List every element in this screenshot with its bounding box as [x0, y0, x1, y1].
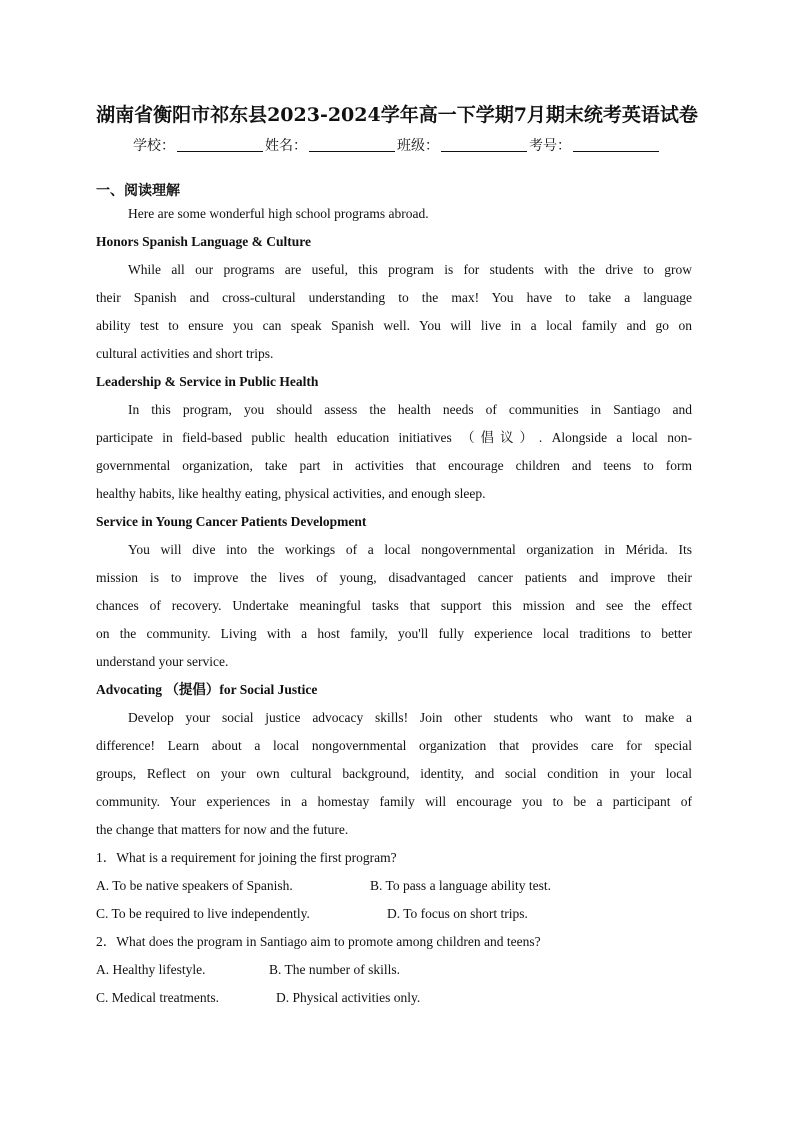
options-row	[96, 872, 692, 900]
question-number: 2．	[96, 934, 117, 949]
program-heading: Service in Young Cancer Patients Development	[96, 514, 367, 529]
option-d[interactable]: D. Physical activities only.	[276, 990, 421, 1005]
paragraph-line: community. Your experiences in a homestay family will encourage you to be a participant of	[96, 794, 692, 809]
option-c[interactable]: C. Medical treatments.	[96, 990, 219, 1005]
paragraph-line: In this program, you should assess the health needs of communities in Santiago and	[128, 402, 692, 417]
class-label: 班级：	[397, 138, 439, 154]
options-row	[96, 984, 692, 1012]
number-blank[interactable]	[573, 137, 659, 152]
option-a[interactable]: A. Healthy lifestyle.	[96, 962, 206, 977]
paragraph-line: ability test to ensure you can speak Spanish well. You will live in a local family and go on	[96, 318, 692, 333]
exam-title: 湖南省衡阳市祁东县2023-2024学年高一下学期7月期末统考英语试卷	[96, 104, 698, 126]
option-c[interactable]: C. To be required to live independently.	[96, 906, 310, 921]
paragraph-line: understand your service.	[96, 654, 229, 669]
student-info-line	[0, 135, 794, 155]
paragraph-line: groups, Reflect on your own cultural background, identity, and social condition in your local	[96, 766, 692, 781]
program-heading: Leadership & Service in Public Health	[96, 374, 319, 389]
paragraph-line: cultural activities and short trips.	[96, 346, 274, 361]
question-text: What does the program in Santiago aim to promote among children and teens?	[116, 934, 541, 949]
options-row	[96, 900, 692, 928]
section-heading: 一、阅读理解	[96, 183, 180, 199]
question-number: 1．	[96, 850, 117, 865]
paragraph-line: Develop your social justice advocacy skills! Join other students who want to make a	[128, 710, 692, 725]
paragraph-line: on the community. Living with a host family, you'll fully experience local traditions to better	[96, 626, 692, 641]
option-b[interactable]: B. The number of skills.	[269, 962, 400, 977]
paragraph-line: governmental organization, take part in activities that encourage children and teens to form	[96, 458, 692, 473]
school-blank[interactable]	[177, 137, 263, 152]
program-heading: Honors Spanish Language & Culture	[96, 234, 312, 249]
paragraph-line: the change that matters for now and the future.	[96, 822, 349, 837]
paragraph-line: You will dive into the workings of a local nongovernmental organization in Mérida. Its	[128, 542, 692, 557]
paragraph-line: mission is to improve the lives of young, disadvantaged cancer patients and improve their	[96, 570, 692, 585]
name-blank[interactable]	[309, 137, 395, 152]
question-1	[96, 844, 692, 872]
option-b[interactable]: B. To pass a language ability test.	[370, 878, 552, 893]
question-text: What is a requirement for joining the first program?	[116, 850, 397, 865]
name-label: 姓名：	[265, 138, 307, 154]
class-blank[interactable]	[441, 137, 527, 152]
school-label: 学校：	[133, 138, 175, 154]
question-2	[96, 928, 692, 956]
number-label: 考号：	[529, 138, 571, 154]
paragraph-line: While all our programs are useful, this program is for students with the drive to grow	[128, 262, 692, 277]
paragraph-line: chances of recovery. Undertake meaningful tasks that support this mission and see the effect	[96, 598, 692, 613]
program-heading: Advocating （提倡）for Social Justice	[96, 682, 318, 697]
option-d[interactable]: D. To focus on short trips.	[387, 906, 528, 921]
passage	[96, 200, 692, 1012]
paragraph-line: difference! Learn about a local nongovernmental organization that provides care for special	[96, 738, 692, 753]
paragraph-line: their Spanish and cross-cultural understanding to the max! You have to take a language	[96, 290, 692, 305]
paragraph-line: participate in field-based public health education initiatives （倡议）. Alongside a local non-	[96, 430, 692, 445]
option-a[interactable]: A. To be native speakers of Spanish.	[96, 878, 293, 893]
paragraph-line: healthy habits, like healthy eating, physical activities, and enough sleep.	[96, 486, 486, 501]
options-row	[96, 956, 692, 984]
passage-intro: Here are some wonderful high school programs abroad.	[128, 206, 429, 221]
